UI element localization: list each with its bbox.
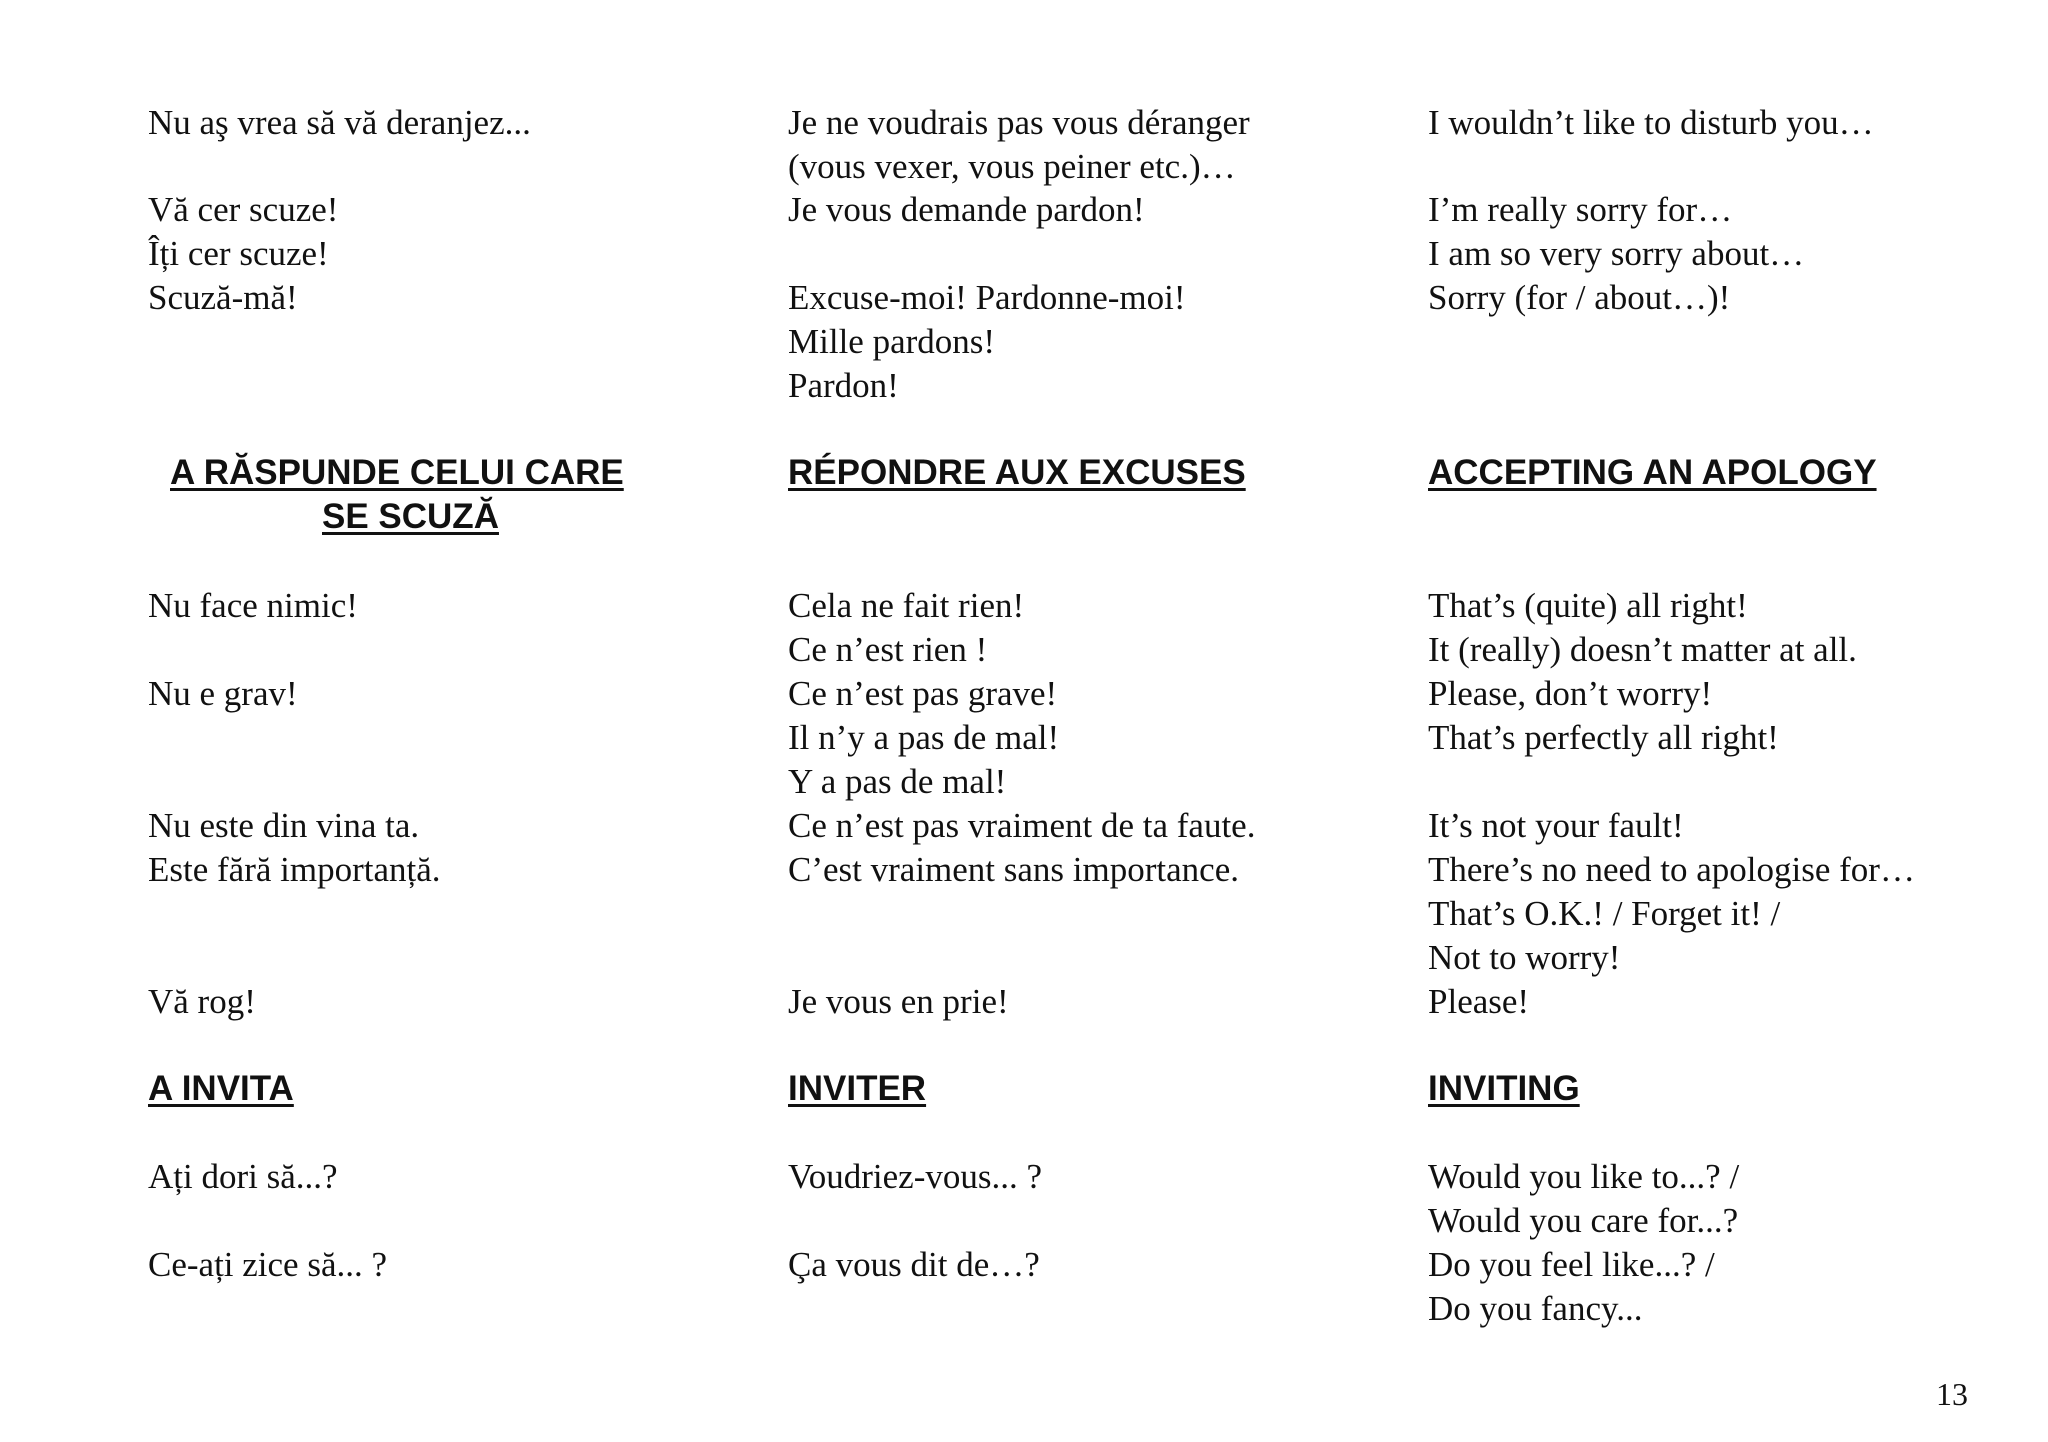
en-phrase: Do you fancy...: [1428, 1289, 1643, 1328]
en-phrase: Would you care for...?: [1428, 1201, 1739, 1240]
ro-phrase: Ați dori să...?: [148, 1157, 338, 1196]
en-phrase: Do you feel like...? /: [1428, 1245, 1715, 1284]
en-phrase: There’s no need to apologise for…: [1428, 850, 1915, 889]
fr-phrase: Ça vous dit de…?: [788, 1245, 1040, 1284]
ro-phrase: Nu face nimic!: [148, 586, 358, 625]
en-phrase: Please!: [1428, 982, 1530, 1021]
fr-phrase: Ce n’est pas vraiment de ta faute.: [788, 806, 1256, 845]
heading-en-invite: INVITING: [1428, 1069, 1580, 1108]
ro-phrase: Este fără importanță.: [148, 850, 441, 889]
ro-phrase-2: Vă cer scuze!: [148, 190, 339, 229]
ro-phrase-1: Nu aş vrea să vă deranjez...: [148, 103, 531, 142]
fr-phrase: Cela ne fait rien!: [788, 586, 1025, 625]
fr-phrase: Ce n’est pas grave!: [788, 674, 1058, 713]
en-phrase: That’s O.K.! / Forget it! /: [1428, 894, 1781, 933]
ro-phrase: Nu e grav!: [148, 674, 298, 713]
heading-fr-accept: RÉPONDRE AUX EXCUSES: [788, 453, 1246, 492]
en-phrase: Please, don’t worry!: [1428, 674, 1713, 713]
ro-phrase-4: Scuză-mă!: [148, 278, 298, 317]
fr-phrase: Ce n’est rien !: [788, 630, 988, 669]
en-phrase-4: Sorry (for / about…)!: [1428, 278, 1731, 317]
fr-phrase: Il n’y a pas de mal!: [788, 718, 1060, 757]
heading-ro-invite: A INVITA: [148, 1069, 294, 1108]
en-phrase-1: I wouldn’t like to disturb you…: [1428, 103, 1874, 142]
ro-phrase: Vă rog!: [148, 982, 256, 1021]
heading-fr-invite: INVITER: [788, 1069, 927, 1108]
heading-ro-accept: A RĂSPUNDE CELUI CARE: [170, 453, 624, 492]
en-phrase: That’s perfectly all right!: [1428, 718, 1779, 757]
fr-phrase: Je vous en prie!: [788, 982, 1009, 1021]
en-phrase: It (really) doesn’t matter at all.: [1428, 630, 1857, 669]
en-phrase: That’s (quite) all right!: [1428, 586, 1748, 625]
fr-phrase-5: Pardon!: [788, 366, 899, 405]
fr-phrase-2: Je vous demande pardon!: [788, 190, 1145, 229]
fr-phrase-3: Excuse-moi! Pardonne-moi!: [788, 278, 1186, 317]
fr-phrase: Y a pas de mal!: [788, 762, 1007, 801]
fr-phrase: C’est vraiment sans importance.: [788, 850, 1239, 889]
en-phrase: Not to worry!: [1428, 938, 1621, 977]
en-phrase-2: I’m really sorry for…: [1428, 190, 1733, 229]
ro-phrase-3: Îți cer scuze!: [148, 234, 329, 273]
page-number: 13: [1936, 1376, 1968, 1412]
ro-phrase: Nu este din vina ta.: [148, 806, 420, 845]
fr-phrase-1-cont: (vous vexer, vous peiner etc.)…: [788, 147, 1236, 186]
en-phrase: Would you like to...? /: [1428, 1157, 1740, 1196]
fr-phrase: Voudriez-vous... ?: [788, 1157, 1043, 1196]
heading-en-accept: ACCEPTING AN APOLOGY: [1428, 453, 1877, 492]
fr-phrase-1: Je ne voudrais pas vous déranger: [788, 103, 1250, 142]
ro-phrase: Ce-ați zice să... ?: [148, 1245, 388, 1284]
heading-ro-accept-cont: SE SCUZĂ: [322, 497, 499, 536]
fr-phrase-4: Mille pardons!: [788, 322, 996, 361]
en-phrase: It’s not your fault!: [1428, 806, 1684, 845]
en-phrase-3: I am so very sorry about…: [1428, 234, 1805, 273]
